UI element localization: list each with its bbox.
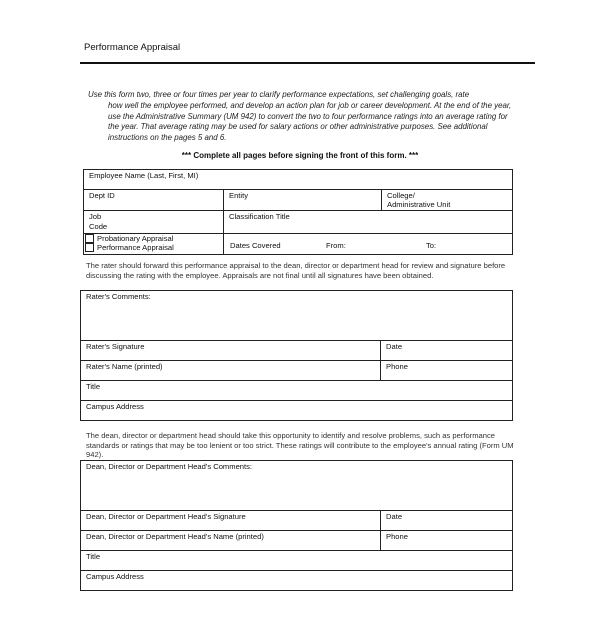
dean-table [80,460,513,591]
rater-name-field[interactable] [81,361,381,381]
appraisal-type-cell [84,234,224,255]
rater-title-label: Title [86,382,101,391]
rater-comments-label: Rater's Comments: [86,292,151,301]
rater-date-field[interactable] [381,341,513,361]
rater-title-field[interactable] [81,381,513,401]
dean-campus-address-label: Campus Address [86,572,144,581]
entity-label: Entity [229,191,248,200]
probationary-checkbox[interactable] [85,234,94,243]
performance-label: Performance Appraisal [97,243,174,252]
to-label: To: [426,241,437,250]
dean-phone-field[interactable] [381,531,513,551]
dept-id-field[interactable] [84,190,224,211]
college-label: College/ [387,191,415,200]
rater-signature-field[interactable] [81,341,381,361]
rater-campus-address-field[interactable] [81,401,513,421]
dean-title-field[interactable] [81,551,513,571]
intro-paragraph [88,90,513,144]
college-field[interactable] [382,190,513,211]
rater-table [80,290,513,421]
dean-title-label: Title [86,552,101,561]
employee-name-label: Employee Name (Last, First, MI) [89,171,199,180]
dates-covered-field[interactable] [224,234,513,255]
intro-line-1: Use this form two, three or four times per year to clarify performance expectations, set challenging goals, rate [88,90,470,99]
dates-covered-label: Dates Covered [230,241,281,250]
admin-unit-label: Administrative Unit [387,200,451,209]
rater-comments-field[interactable] [81,291,513,341]
entity-field[interactable] [224,190,382,211]
complete-notice: *** Complete all pages before signing the front of this form. *** [181,151,419,160]
rater-phone-field[interactable] [381,361,513,381]
intro-rest: how well the employee performed, and develop an action plan for job or career development. At the end of the year, use the Administrative Summary (UM 942) to convert the two to four performance ratings into an average rating for the year. That average rating may be used for salary actions or other administrative purposes. See additional instructions on the pages 5 and 6. [108,100,512,143]
dean-name-field[interactable] [81,531,381,551]
dean-campus-address-field[interactable] [81,571,513,591]
dean-comments-label: Dean, Director or Department Head's Comments: [86,462,253,471]
rater-instructions: The rater should forward this performance appraisal to the dean, director or department head for review and signature before discussing the rating with the employee. Appraisals are not final until all signatures have been obtained. [86,261,506,280]
dept-id-label: Dept ID [89,191,115,200]
rater-phone-label: Phone [386,362,408,371]
title-rule [80,62,535,64]
job-code-field[interactable] [84,211,224,234]
classification-title-field[interactable] [224,211,513,234]
dean-instructions: The dean, director or department head should take this opportunity to identify and resolve problems, such as performance standards or ratings that may be too lenient or too strict. These ratings will contribute to the employee's annual rating (Form UM 942). [86,431,514,459]
dean-signature-field[interactable] [81,511,381,531]
employee-name-field[interactable] [84,170,513,190]
rater-date-label: Date [386,342,403,351]
dean-comments-field[interactable] [81,461,513,511]
rater-signature-label: Rater's Signature [86,342,145,351]
code-label: Code [89,222,108,231]
classification-title-label: Classification Title [229,212,290,221]
rater-campus-address-label: Campus Address [86,402,144,411]
probationary-label: Probationary Appraisal [97,234,174,243]
employee-info-table [83,169,513,255]
from-label: From: [326,241,346,250]
rater-name-label: Rater's Name (printed) [86,362,163,371]
dean-signature-label: Dean, Director or Department Head's Signature [86,512,246,521]
dean-name-label: Dean, Director or Department Head's Name (printed) [86,532,264,541]
dean-date-field[interactable] [381,511,513,531]
page-title: Performance Appraisal [84,42,181,53]
dean-date-label: Date [386,512,403,521]
job-label: Job [89,212,102,221]
dean-phone-label: Phone [386,532,408,541]
performance-checkbox[interactable] [85,243,94,252]
